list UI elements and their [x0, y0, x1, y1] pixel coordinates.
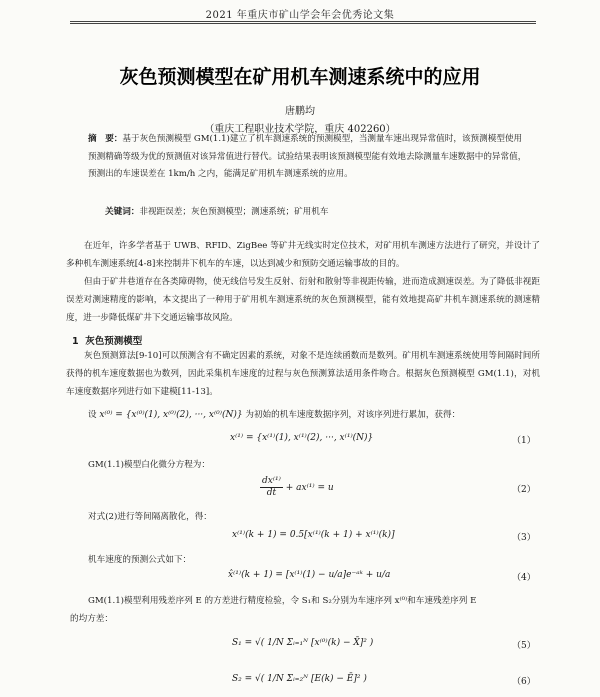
equation-number-5: （5） [512, 641, 536, 651]
equation-2-rest: + ax⁽¹⁾ = u [285, 483, 334, 493]
intro-paragraph-2: 但由于矿井巷道存在各类障碍物，使无线信号发生反射、衍射和散射等非视距传输，进而造成测速误差。为了降低非视距误差对测速精度的影响，本文提出了一种用于矿用机车测速系统的灰色预测模型，能有效地提高矿井机车测速系统的测速精度，进一步降低煤矿井下交通运输事故风险。 [66, 277, 540, 323]
intro-paragraph-1: 在近年，许多学者基于 UWB、RFID、ZigBee 等矿井无线实时定位技术，对矿用机车测速方法进行了研究，并设计了多种机车测速系统[4-8]来控制井下机车的车速，以达到减少和预防交通运输事故的目的。 [66, 241, 540, 269]
running-header: 2021 年重庆市矿山学会年会优秀论文集 [205, 10, 395, 21]
equation-number-1: （1） [512, 436, 536, 446]
header-rule-double [70, 23, 536, 24]
equation-6: S₂ = √( 1/N Σᵢ₌₂ᴺ [E(k) − Ē]² ) [232, 674, 367, 684]
equation-1: x⁽¹⁾ = {x⁽¹⁾(1), x⁽¹⁾(2), ···, x⁽¹⁾(N)} [230, 433, 374, 443]
derivative-numerator: dx⁽¹⁾ [262, 476, 281, 486]
abstract [88, 131, 528, 184]
equation-2 [260, 476, 334, 499]
paper-title: 灰色预测模型在矿用机车测速系统中的应用 [119, 66, 481, 88]
line-forecast: 机车速度的预测公式如下： [88, 555, 192, 565]
equation-3: x⁽¹⁾(k + 1) = 0.5[x⁽¹⁾(k + 1) + x⁽¹⁾(k)] [232, 530, 395, 540]
equation-4: x̂⁽¹⁾(k + 1) = [x⁽¹⁾(1) − u/a]e⁻ᵃᵏ + u/a [228, 570, 391, 580]
line1-suffix: 为初始的机车速度数据序列，对该序列进行累加，获得： [245, 410, 461, 420]
equation-line-intro [88, 408, 460, 420]
section-number: 1 [72, 336, 79, 347]
keywords-text: 非视距误差；灰色预测模型；测速系统；矿用机车 [139, 207, 329, 217]
derivative-denominator: dt [266, 488, 277, 498]
equation-number-4: （4） [512, 573, 536, 583]
header-rule [70, 21, 536, 22]
section-title: 灰色预测模型 [85, 336, 143, 347]
equation-number-2: （2） [512, 485, 536, 495]
affiliation: （重庆工程职业技术学院，重庆 402260） [204, 124, 396, 135]
line-residual: GM(1.1)模型利用残差序列 E 的方差进行精度检验，令 S₁和 S₂分别为车速序列 x⁽⁰⁾和车速残差序列 E [88, 596, 477, 606]
section1-paragraph: 灰色预测算法[9-10]可以预测含有不确定因素的系统，对象不是连续函数而是数列。矿用机车测速系统使用等间隔时间所获得的机车速度数据也为数列，因此采集机车速度的过程与灰色预测算法适用条件吻合。根据灰色预测模型 GM(1.1)，对机车速度数据序列进行如下建模[11-13]。 [66, 351, 540, 397]
derivative-fraction [260, 476, 283, 499]
abstract-text: 基于灰色预测模型 GM(1.1)建立了机车测速系统的预测模型，当测量车速出现异常值时，该预测模型使用预测精确等级为优的预测值对该异常值进行替代。试验结果表明该预测模型能有效地去除测量车速数据中的异常值，预测出的车速误差在 1km/h 之内，能满足矿用机车测速系统的应用。 [88, 134, 527, 179]
section-heading [72, 333, 142, 347]
equation-5: S₁ = √( 1/N Σᵢ₌₁ᴺ [x⁽⁰⁾(k) − X̄]² ) [232, 638, 374, 648]
keywords [105, 205, 525, 217]
author: 唐鹏均 [285, 106, 315, 117]
equation-number-6: （6） [512, 677, 536, 687]
equation-x0: x⁽⁰⁾ = {x⁽⁰⁾(1), x⁽⁰⁾(2), ···, x⁽⁰⁾(N)} [99, 410, 243, 420]
line1-prefix: 设 [88, 410, 97, 420]
line-discretize: 对式(2)进行等间隔离散化，得： [88, 512, 212, 522]
abstract-label: 摘 要： [88, 134, 123, 144]
keywords-label: 关键词： [105, 207, 140, 217]
equation-number-3: （3） [512, 533, 536, 543]
line-white-equation: GM(1.1)模型白化微分方程为： [88, 460, 210, 470]
line-mean-square: 的均方差： [70, 614, 113, 624]
